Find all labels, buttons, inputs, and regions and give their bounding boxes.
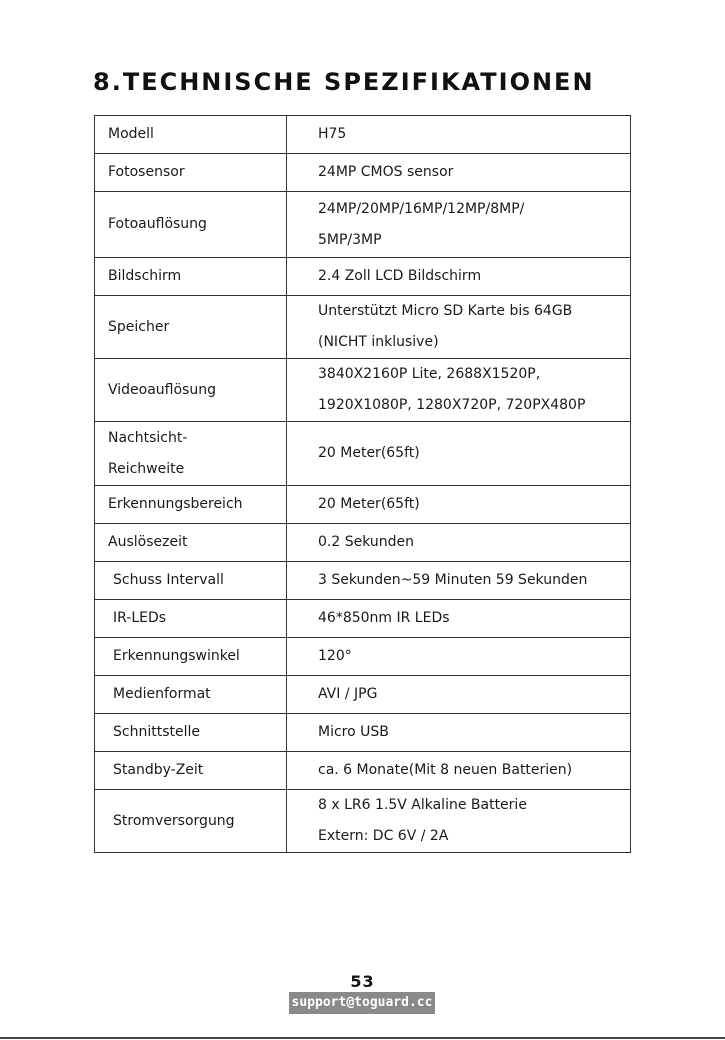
- spec-label-text: Standby-Zeit: [113, 762, 204, 778]
- spec-label-text: Auslösezeit: [108, 534, 188, 550]
- spec-value-text: 24MP/20MP/16MP/12MP/8MP/: [318, 200, 525, 217]
- spec-label-text: Medienformat: [113, 686, 211, 702]
- spec-label-text: Fotosensor: [108, 164, 185, 180]
- spec-value-text: 1920X1080P, 1280X720P, 720PX480P: [318, 397, 586, 413]
- spec-value-text: Extern: DC 6V / 2A: [318, 828, 449, 844]
- spec-label-text: Bildschirm: [108, 268, 182, 284]
- spec-value: [287, 116, 631, 154]
- spec-label-text: Reichweite: [108, 460, 185, 477]
- spec-label: [95, 562, 287, 600]
- spec-label: [95, 154, 287, 192]
- spec-value: [287, 790, 631, 853]
- spec-label: [95, 359, 287, 422]
- spec-value-text: Micro USB: [318, 724, 389, 740]
- table-row: [95, 258, 631, 296]
- spec-label: [95, 524, 287, 562]
- spec-label-text: Stromversorgung: [113, 812, 235, 829]
- spec-value-text: H75: [318, 126, 347, 142]
- spec-value-text: 5MP/3MP: [318, 231, 382, 248]
- spec-label-text: Schnittstelle: [113, 724, 200, 740]
- table-row: [95, 638, 631, 676]
- spec-value-text: AVI / JPG: [318, 686, 378, 702]
- table-row: [95, 192, 631, 258]
- spec-label-text: IR-LEDs: [113, 610, 167, 626]
- table-row: [95, 714, 631, 752]
- spec-label-text: Fotoauflösung: [108, 216, 207, 232]
- spec-value-text: 120°: [318, 648, 352, 664]
- spec-value: [287, 154, 631, 192]
- table-row: [95, 524, 631, 562]
- spec-label: [95, 600, 287, 638]
- spec-value: [287, 524, 631, 562]
- spec-label: [95, 192, 287, 258]
- spec-label: [95, 296, 287, 359]
- spec-value-text: 3840X2160P Lite, 2688X1520P,: [318, 366, 541, 382]
- spec-value-text: 2.4 Zoll LCD Bildschirm: [318, 268, 482, 284]
- spec-label-text: Speicher: [108, 318, 170, 335]
- spec-label-text: Schuss Intervall: [113, 572, 224, 588]
- spec-value: [287, 192, 631, 258]
- table-row: [95, 790, 631, 853]
- spec-label: [95, 676, 287, 714]
- spec-label: [95, 116, 287, 154]
- spec-value-text: 8 x LR6 1.5V Alkaline Batterie: [318, 797, 527, 813]
- table-row: [95, 752, 631, 790]
- spec-value: [287, 359, 631, 422]
- spec-value-text: 20 Meter(65ft): [318, 496, 420, 512]
- page-title: 8.TECHNISCHE SPEZIFIKATIONEN: [93, 68, 595, 96]
- spec-label: [95, 486, 287, 524]
- spec-label-text: Modell: [108, 126, 154, 142]
- table-row: [95, 562, 631, 600]
- spec-label: [95, 258, 287, 296]
- spec-value-text: (NICHT inklusive): [318, 334, 439, 350]
- spec-value-text: ca. 6 Monate(Mit 8 neuen Batterien): [318, 762, 573, 778]
- table-row: [95, 359, 631, 422]
- support-email: support@toguard.cc: [289, 992, 435, 1014]
- spec-value: [287, 752, 631, 790]
- table-row: [95, 600, 631, 638]
- spec-value-text: 20 Meter(65ft): [318, 445, 420, 461]
- spec-value: [287, 638, 631, 676]
- table-row: [95, 486, 631, 524]
- spec-label: [95, 752, 287, 790]
- spec-value-text: 46*850nm IR LEDs: [318, 610, 450, 626]
- table-row: [95, 116, 631, 154]
- spec-label: [95, 638, 287, 676]
- spec-value-text: Unterstützt Micro SD Karte bis 64GB: [318, 303, 573, 319]
- table-row: [95, 154, 631, 192]
- spec-value: [287, 258, 631, 296]
- spec-value: [287, 422, 631, 486]
- spec-label-text: Erkennungsbereich: [108, 496, 243, 512]
- table-row: [95, 296, 631, 359]
- spec-value: [287, 676, 631, 714]
- spec-table-body: [95, 116, 631, 853]
- spec-label-text: Erkennungswinkel: [113, 648, 240, 664]
- spec-value: [287, 486, 631, 524]
- spec-value: [287, 600, 631, 638]
- table-row: [95, 676, 631, 714]
- page-number: 53: [350, 972, 375, 991]
- spec-value-text: 3 Sekunden~59 Minuten 59 Sekunden: [318, 572, 588, 588]
- spec-label: [95, 790, 287, 853]
- spec-label-text: Videoauflösung: [108, 381, 216, 398]
- spec-value-text: 24MP CMOS sensor: [318, 164, 454, 180]
- spec-label: [95, 714, 287, 752]
- spec-value: [287, 714, 631, 752]
- spec-value: [287, 562, 631, 600]
- table-row: [95, 422, 631, 486]
- spec-value-text: 0.2 Sekunden: [318, 534, 415, 550]
- spec-table: [94, 115, 631, 853]
- spec-label: [95, 422, 287, 486]
- spec-value: [287, 296, 631, 359]
- bottom-divider: [0, 1037, 725, 1039]
- spec-label-text: Nachtsicht-: [108, 429, 188, 446]
